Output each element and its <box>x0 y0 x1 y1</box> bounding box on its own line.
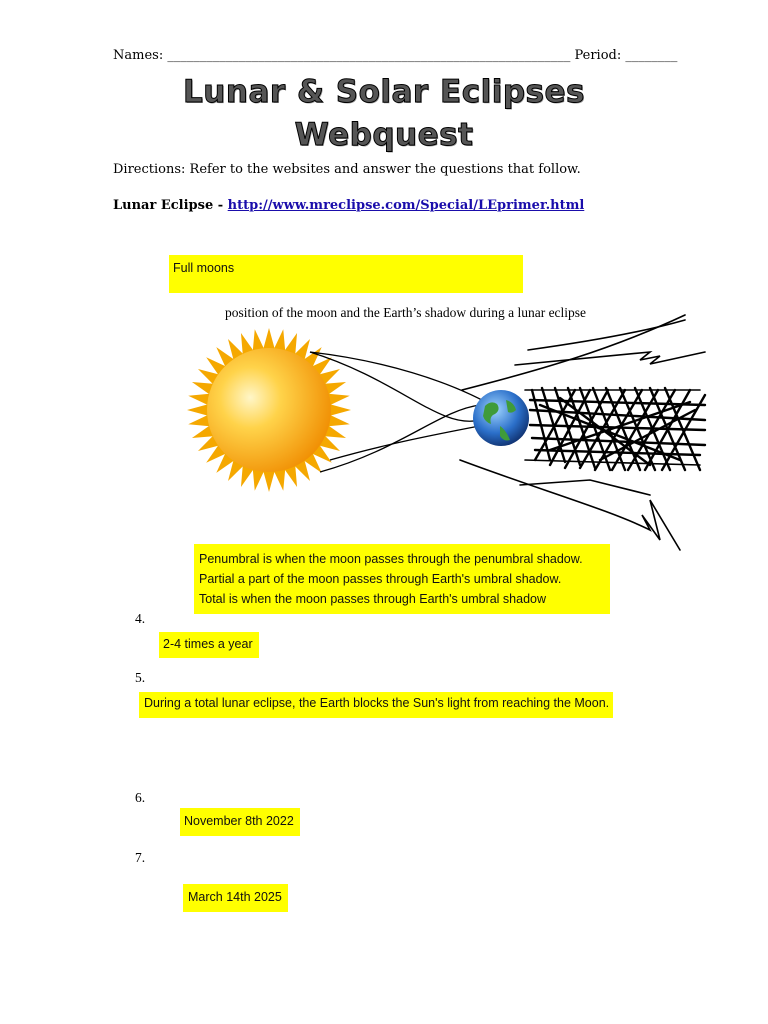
lunar-eclipse-link[interactable]: http://www.mreclipse.com/Special/LEprimer.html <box>227 198 585 213</box>
answer-eclipse-types <box>194 544 610 614</box>
question-6-number: 6. <box>135 790 146 805</box>
type-penumbral: Penumbral is when the moon passes through the penumbral shadow. <box>199 552 583 566</box>
names-blank[interactable]: ______________________________________________________________ <box>167 48 571 63</box>
question-4-number: 4. <box>135 611 146 626</box>
period-blank[interactable]: ________ <box>625 48 678 63</box>
diagram-caption: position of the moon and the Earth’s shadow during a lunar eclipse <box>225 305 587 320</box>
answer-q5: During a total lunar eclipse, the Earth blocks the Sun's light from reaching the Moon. <box>139 692 613 718</box>
earth-icon <box>473 390 529 446</box>
answer-q4: 2-4 times a year <box>159 632 259 658</box>
question-5-number: 5. <box>135 670 146 685</box>
lunar-eclipse-label: Lunar Eclipse - <box>113 198 228 213</box>
header-names-period <box>113 48 677 63</box>
eclipse-diagram <box>180 310 720 560</box>
page-title-line2: Webquest <box>294 117 474 153</box>
type-partial: Partial a part of the moon passes through Earth's umbral shadow. <box>199 572 562 586</box>
page-title-line1: Lunar & Solar Eclipses <box>183 74 585 110</box>
answer-q7: March 14th 2025 <box>183 884 288 912</box>
answer-q6: November 8th 2022 <box>180 808 300 836</box>
sun-icon <box>187 328 351 492</box>
directions-text: Directions: Refer to the websites and answer the questions that follow. <box>113 162 581 177</box>
period-label: Period: <box>574 48 622 63</box>
names-label: Names: <box>113 48 164 63</box>
lunar-eclipse-heading <box>113 198 584 213</box>
question-7-number: 7. <box>135 850 146 865</box>
type-total: Total is when the moon passes through Earth's umbral shadow <box>199 592 547 606</box>
answer-full-moons: Full moons <box>169 255 523 293</box>
